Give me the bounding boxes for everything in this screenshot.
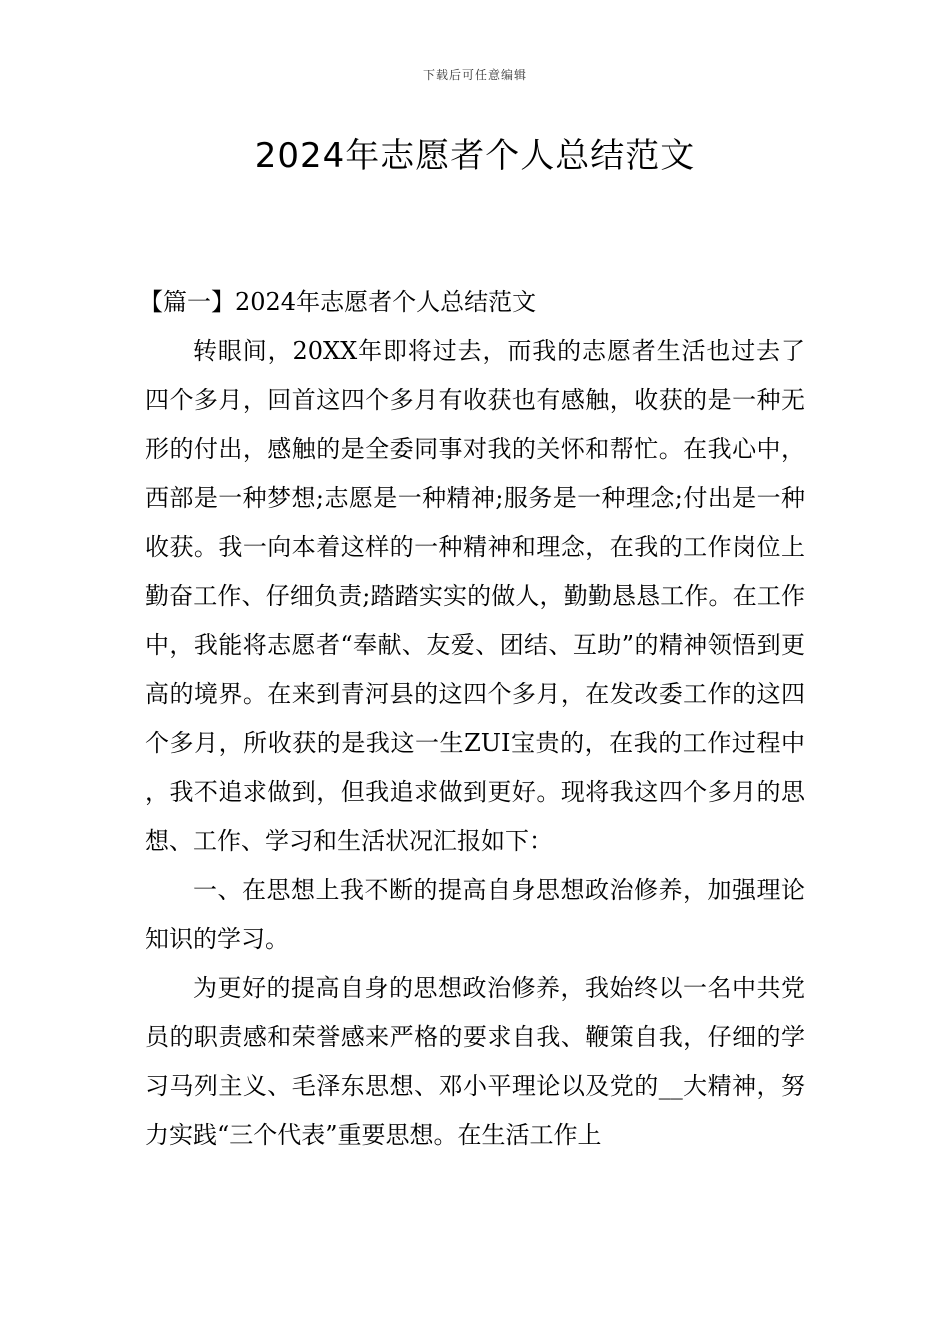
section-heading: 【篇一】2024年志愿者个人总结范文 <box>139 288 537 316</box>
document-body <box>139 278 805 1160</box>
paragraph-political-study: 为更好的提高自身的思想政治修养，我始终以一名中共党员的职责感和荣誉感来严格的要求自我、鞭策自我，仔细的学习马列主义、毛泽东思想、邓小平理论以及党的__大精神，努力实践“三个代表”重要思想。在生活工作上 <box>145 974 805 1149</box>
document-title: 2024年志愿者个人总结范文 <box>254 136 696 176</box>
paragraph-intro: 转眼间，20XX年即将过去，而我的志愿者生活也过去了四个多月，回首这四个多月有收获也有感触，收获的是一种无形的付出，感触的是全委同事对我的关怀和帮忙。在我心中，西部是一种梦想;志愿是一种精神;服务是一种理念;付出是一种收获。我一向本着这样的一种精神和理念，在我的工作岗位上勤奋工作、仔细负责;踏踏实实的做人，勤勤恳恳工作。在工作中，我能将志愿者“奉献、友爱、团结、互助”的精神领悟到更高的境界。在来到青河县的这四个多月，在发改委工作的这四个多月，所收获的是我这一生ZUI宝贵的，在我的工作过程中，我不追求做到，但我追求做到更好。现将我这四个多月的思想、工作、学习和生活状况汇报如下： <box>145 337 805 855</box>
paragraph-point-one: 一、在思想上我不断的提高自身思想政治修养，加强理论知识的学习。 <box>145 876 805 953</box>
header-note: 下载后可任意编辑 <box>422 68 527 82</box>
